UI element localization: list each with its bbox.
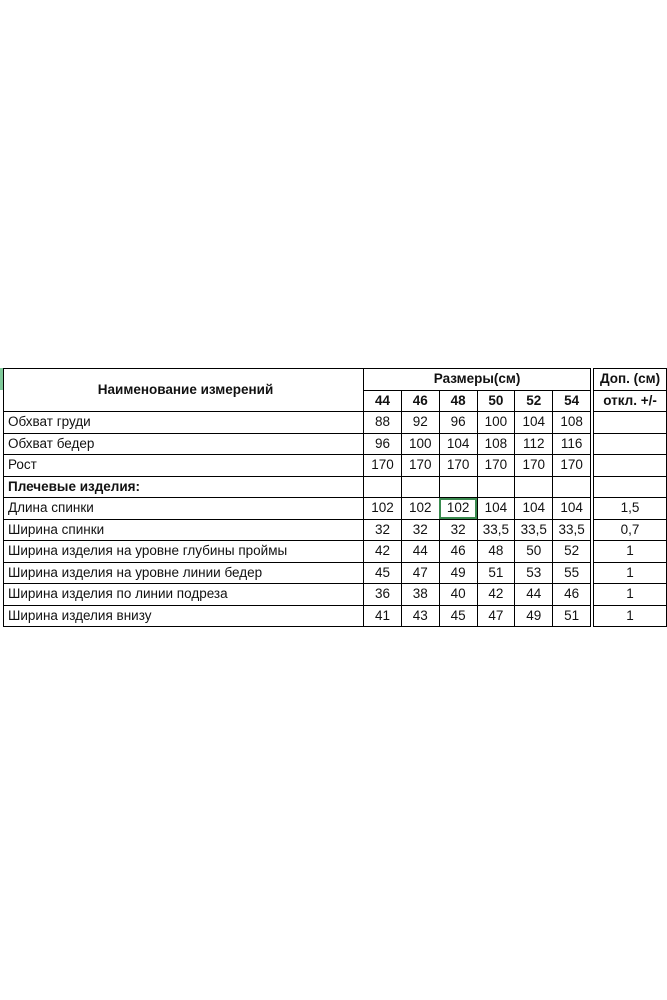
value-cell[interactable]: 55 <box>553 562 591 584</box>
row-name-cell[interactable]: Рост <box>4 455 364 477</box>
value-cell[interactable]: 100 <box>477 412 515 434</box>
value-cell[interactable]: 45 <box>439 605 477 627</box>
table-row <box>4 584 667 606</box>
tolerance-cell[interactable]: 1 <box>594 562 667 584</box>
table-row <box>4 433 667 455</box>
value-cell[interactable]: 92 <box>401 412 439 434</box>
value-cell[interactable]: 32 <box>439 519 477 541</box>
header-sizes-title[interactable]: Размеры(см) <box>364 369 591 391</box>
value-cell[interactable]: 88 <box>364 412 402 434</box>
value-cell[interactable]: 44 <box>401 541 439 563</box>
row-name-cell[interactable]: Ширина изделия на уровне глубины проймы <box>4 541 364 563</box>
value-cell[interactable]: 51 <box>553 605 591 627</box>
value-cell[interactable]: 96 <box>439 412 477 434</box>
table-row <box>4 605 667 627</box>
value-cell[interactable]: 104 <box>515 498 553 520</box>
size-table <box>3 368 667 627</box>
value-cell[interactable]: 46 <box>553 584 591 606</box>
header-size-cell[interactable]: 50 <box>477 390 515 412</box>
header-tolerance-sub[interactable]: откл. +/- <box>594 390 667 412</box>
section-row <box>4 476 667 498</box>
row-name-cell[interactable]: Ширина изделия на уровне линии бедер <box>4 562 364 584</box>
value-cell[interactable]: 170 <box>439 455 477 477</box>
value-cell[interactable]: 42 <box>477 584 515 606</box>
value-cell[interactable]: 102 <box>364 498 402 520</box>
tolerance-cell[interactable]: 0,7 <box>594 519 667 541</box>
value-cell[interactable]: 45 <box>364 562 402 584</box>
value-cell[interactable]: 41 <box>364 605 402 627</box>
value-cell[interactable]: 49 <box>515 605 553 627</box>
tolerance-cell[interactable]: 1,5 <box>594 498 667 520</box>
value-cell[interactable]: 51 <box>477 562 515 584</box>
value-cell[interactable]: 104 <box>439 433 477 455</box>
value-cell[interactable] <box>515 476 553 498</box>
value-cell[interactable] <box>553 476 591 498</box>
value-cell[interactable]: 46 <box>439 541 477 563</box>
value-cell[interactable]: 38 <box>401 584 439 606</box>
value-cell[interactable]: 32 <box>364 519 402 541</box>
value-cell[interactable]: 44 <box>515 584 553 606</box>
header-size-cell[interactable]: 44 <box>364 390 402 412</box>
value-cell[interactable] <box>477 476 515 498</box>
value-cell[interactable]: 50 <box>515 541 553 563</box>
value-cell[interactable]: 48 <box>477 541 515 563</box>
header-size-cell[interactable]: 52 <box>515 390 553 412</box>
tolerance-cell[interactable] <box>594 455 667 477</box>
tolerance-cell[interactable] <box>594 412 667 434</box>
table-row <box>4 412 667 434</box>
value-cell[interactable]: 170 <box>364 455 402 477</box>
value-cell[interactable]: 33,5 <box>515 519 553 541</box>
value-cell[interactable]: 112 <box>515 433 553 455</box>
value-cell[interactable]: 32 <box>401 519 439 541</box>
row-name-cell[interactable]: Длина спинки <box>4 498 364 520</box>
selected-value-cell[interactable]: 102 <box>439 498 477 520</box>
value-cell[interactable]: 102 <box>401 498 439 520</box>
value-cell[interactable] <box>364 476 402 498</box>
header-tolerance-title[interactable]: Доп. (см) <box>594 369 667 391</box>
header-size-cell[interactable]: 54 <box>553 390 591 412</box>
value-cell[interactable]: 33,5 <box>553 519 591 541</box>
value-cell[interactable]: 104 <box>477 498 515 520</box>
value-cell[interactable]: 53 <box>515 562 553 584</box>
tolerance-cell[interactable] <box>594 476 667 498</box>
tolerance-cell[interactable]: 1 <box>594 541 667 563</box>
value-cell[interactable]: 96 <box>364 433 402 455</box>
value-cell[interactable]: 47 <box>401 562 439 584</box>
value-cell[interactable]: 43 <box>401 605 439 627</box>
header-row-1 <box>4 369 667 391</box>
table-row <box>4 498 667 520</box>
table-row <box>4 519 667 541</box>
value-cell[interactable]: 52 <box>553 541 591 563</box>
table-row <box>4 455 667 477</box>
value-cell[interactable]: 108 <box>477 433 515 455</box>
row-name-cell[interactable]: Ширина изделия по линии подреза <box>4 584 364 606</box>
value-cell[interactable]: 42 <box>364 541 402 563</box>
value-cell[interactable]: 170 <box>553 455 591 477</box>
tolerance-cell[interactable] <box>594 433 667 455</box>
row-name-cell[interactable]: Ширина спинки <box>4 519 364 541</box>
row-name-cell[interactable]: Обхват груди <box>4 412 364 434</box>
header-size-cell[interactable]: 46 <box>401 390 439 412</box>
table-row <box>4 562 667 584</box>
value-cell[interactable]: 49 <box>439 562 477 584</box>
value-cell[interactable]: 40 <box>439 584 477 606</box>
table-row <box>4 541 667 563</box>
value-cell[interactable]: 100 <box>401 433 439 455</box>
section-title-cell[interactable]: Плечевые изделия: <box>4 476 364 498</box>
value-cell[interactable] <box>439 476 477 498</box>
value-cell[interactable]: 104 <box>553 498 591 520</box>
value-cell[interactable]: 104 <box>515 412 553 434</box>
value-cell[interactable]: 170 <box>515 455 553 477</box>
tolerance-cell[interactable]: 1 <box>594 605 667 627</box>
value-cell[interactable]: 47 <box>477 605 515 627</box>
value-cell[interactable]: 170 <box>477 455 515 477</box>
row-name-cell[interactable]: Обхват бедер <box>4 433 364 455</box>
value-cell[interactable]: 33,5 <box>477 519 515 541</box>
header-measurement-name[interactable]: Наименование измерений <box>4 369 364 412</box>
value-cell[interactable]: 116 <box>553 433 591 455</box>
header-size-cell[interactable]: 48 <box>439 390 477 412</box>
tolerance-cell[interactable]: 1 <box>594 584 667 606</box>
row-name-cell[interactable]: Ширина изделия внизу <box>4 605 364 627</box>
value-cell[interactable]: 170 <box>401 455 439 477</box>
value-cell[interactable]: 108 <box>553 412 591 434</box>
value-cell[interactable]: 36 <box>364 584 402 606</box>
value-cell[interactable] <box>401 476 439 498</box>
